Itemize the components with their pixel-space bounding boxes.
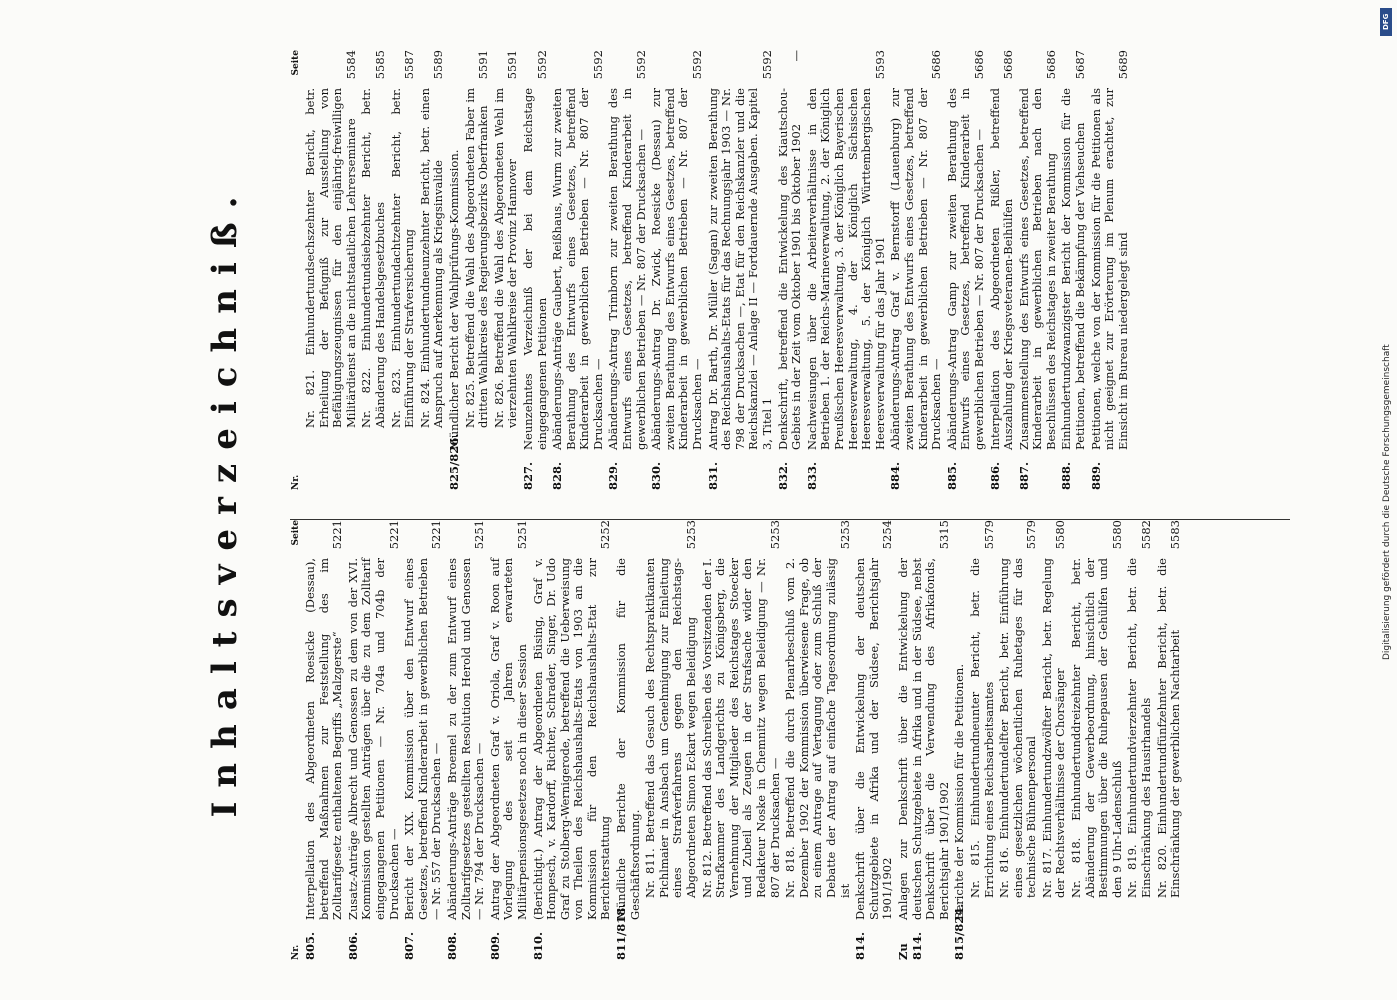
column-divider	[290, 519, 1290, 520]
entry-page: 5221	[429, 520, 444, 550]
toc-entry	[304, 50, 358, 490]
entry-title: Mündlicher Bericht der Wahlprüfungs-Kommission.	[446, 149, 461, 450]
toc-entry	[1060, 50, 1087, 490]
toc-entry	[607, 50, 648, 490]
toc-entry	[522, 50, 549, 490]
toc-entry	[644, 520, 698, 960]
entry-title: Mündliche Berichte der Kommission für die Geschäftsordnung.	[614, 558, 642, 920]
entry-number: 884.	[888, 461, 903, 490]
entry-title: Nr. 816. Einhundertundelfter Bericht, betr. Einführung eines gesetzlichen wöchentlichen Ruhetages für das technische Bühnenpersonal	[997, 558, 1039, 898]
toc-entry	[784, 520, 852, 960]
entry-title: Nr. 826. Betreffend die Wahl des Abgeordneten Wehl im vierzehnten Wahlkreise der Provinz Hannover	[491, 88, 520, 428]
entry-number: 806.	[345, 931, 360, 960]
entry-title: Antrag der Abgeordneten Graf v. Oriola, Graf v. Roon auf Vorlegung des seit Jahren erwarteten Militärpensionsgesetzes noch in dieser Session	[487, 558, 529, 920]
toc-entry	[998, 520, 1039, 960]
entry-page: 5580	[1109, 520, 1124, 550]
entry-title: Nr. 812. Betreffend das Schreiben des Vorsitzenden der I. Strafkammer des Landgerichts zu Königsberg, die Vernehmung der Mitglieder des Reichstages Stoecker und Zubeil als Zeugen in der Strafsache wider den Redakteur Noske in Chemnitz wegen Beleidigung — Nr. 807 der Drucksachen —	[699, 558, 782, 898]
toc-entry	[304, 520, 345, 960]
entry-number: 887.	[1016, 461, 1031, 490]
toc-entry	[532, 520, 614, 960]
entry-number: 814.	[853, 931, 868, 960]
left-entry-list	[304, 520, 1183, 960]
toc-entry	[419, 50, 446, 490]
entry-number: 888.	[1059, 461, 1074, 490]
entry-page: 5592	[633, 50, 648, 80]
toc-entry	[1018, 50, 1059, 490]
entry-number: 833.	[804, 461, 819, 490]
page-title: Inhaltsverzeichniß.	[205, 182, 245, 818]
toc-entry	[989, 50, 1016, 490]
entry-title: Nr. 822. Einhundertundsiebzehnter Bericht, betr. Abänderung des Handelsgesetzbuches	[359, 88, 387, 428]
entry-page: 5253	[767, 520, 782, 550]
toc-entry	[360, 50, 387, 490]
entry-number: 808.	[444, 931, 459, 960]
entry-number: 889.	[1088, 461, 1103, 490]
entry-page: 5580	[1053, 520, 1068, 550]
toc-entry	[493, 50, 520, 490]
entry-page: 5689	[1115, 50, 1130, 80]
entry-page: 5592	[590, 50, 605, 80]
entry-number: 827.	[520, 461, 535, 490]
entry-number	[464, 428, 491, 468]
entry-number: 815/824.	[952, 903, 967, 960]
entry-number	[644, 898, 698, 938]
entry-page: 5585	[372, 50, 387, 80]
toc-entry	[701, 520, 783, 960]
entry-page: 5583	[1168, 520, 1183, 550]
toc-entry	[707, 50, 775, 490]
entry-page: 5584	[343, 50, 358, 80]
entry-title: Nr. 820. Einhundertundfünfzehnter Bericht, betr. die Einschränkung der gewerblichen Nachtarbeit	[1154, 558, 1183, 898]
toc-entry	[946, 50, 987, 490]
entry-title: Nr. 823. Einhundertundachtzehnter Bericht, betr. Einführung der Strafversicherung	[388, 88, 417, 428]
left-column-header	[290, 520, 304, 960]
entry-number	[390, 428, 417, 468]
left-column	[290, 520, 1290, 960]
toc-entry	[390, 50, 417, 490]
entry-number	[784, 898, 852, 938]
toc-entry	[897, 520, 951, 960]
entry-title: Nachweisungen über die Arbeiterverhältnisse in den Betrieben 1. der Reichs-Marineverwaltung, 2. der Königlich Preußischen Heeresverwaltung, 3. der Königlich Bayerischen Heeresverwaltung, 4. der Königlich Sächsischen Heeresverwaltung, 5. der Königlich Württembergischen Heeresverwaltung für das Jahr 1901	[804, 88, 887, 450]
nr-header: Nr.	[291, 474, 301, 490]
dfg-logo: DFG	[1380, 8, 1392, 36]
toc-entry	[551, 50, 605, 490]
entry-number: 807.	[402, 931, 417, 960]
entry-number	[493, 428, 520, 468]
entry-title: Nr. 818. Einhundertunddreizehnter Bericht, betr. Abänderung der Gewerbeordnung, hinsichtlich der Bestimmungen über die Ruhepausen der Gehülfen und den 9 Uhr-Ladenschluß	[1069, 558, 1124, 898]
entry-page: 5579	[1024, 520, 1039, 550]
entry-page: 5221	[330, 520, 345, 550]
entry-number	[998, 898, 1039, 938]
entry-title: Zusammenstellung des Entwurfs eines Gesetzes, betreffend Kinderarbeit in gewerblichen Betrieben nach den Beschlüssen des Reichstages in zweiter Berathung	[1016, 88, 1058, 450]
entry-page: 5587	[402, 50, 417, 80]
entry-title: Abänderungs-Antrag Gamp zur zweiten Berathung des Entwurfs eines Gesetzes, betreffend Kinderarbeit in gewerblichen Betrieben — Nr. 807 der Drucksachen —	[944, 88, 986, 450]
toc-entry	[1090, 50, 1131, 490]
entry-page: 5251	[514, 520, 529, 550]
entry-title: Nr. 811. Betreffend das Gesuch des Rechtspraktikanten Pichlmaier in Ansbach um Genehmigung zur Einleitung eines Strafverfahrens gegen den Reichstags-Abgeordneten Simon Eckart wegen Beleidigung	[643, 558, 699, 898]
entry-page: 5589	[431, 50, 446, 80]
entry-title: Nr. 821. Einhundertundsechszehnter Bericht, betr. Erheilung der Befugniß zur Ausstellung von Befähigungszeugnissen für den einjährig-freiwilligen Militärdienst an die nichtstaatlichen Lehrerseminare	[303, 88, 358, 428]
entry-page: 5591	[505, 50, 520, 80]
entry-title: Bericht der XIX. Kommission über den Entwurf eines Gesetzes, betreffend Kinderarbeit in gewerblichen Betrieben — Nr. 557 der Drucksachen —	[402, 558, 444, 920]
page-header: Seite	[291, 520, 301, 546]
toc-entry	[806, 50, 888, 490]
entry-number	[1156, 898, 1183, 938]
right-column-header	[290, 50, 304, 490]
toc-entry	[889, 50, 943, 490]
entry-number: 832.	[775, 461, 790, 490]
digitization-credit: Digitalisierung gefördert durch die Deutsche Forschungsgemeinschaft	[1382, 344, 1392, 660]
entry-page: 5687	[1073, 50, 1088, 80]
entry-page: 5686	[1001, 50, 1016, 80]
toc-entry	[650, 50, 704, 490]
entry-number	[360, 428, 387, 468]
entry-page: 5593	[872, 50, 887, 80]
entry-page: 5686	[929, 50, 944, 80]
entry-title: Berichte der Kommission für die Petitionen.	[952, 664, 967, 920]
entry-number: 811/818.	[614, 903, 629, 960]
entry-page: 5251	[472, 520, 487, 550]
entry-page: 5254	[880, 520, 895, 550]
entry-title: Abänderungs-Antrag Graf v. Bernstorff (Lauenburg) zur zweiten Berathung des Entwurfs eines Gesetzes, betreffend Kinderarbeit in gewerblichen Betrieben — Nr. 807 der Drucksachen —	[888, 88, 944, 450]
entry-number	[1070, 898, 1124, 938]
entry-page: 5591	[476, 50, 491, 80]
entry-page: 5686	[1043, 50, 1058, 80]
nr-header: Nr.	[291, 944, 301, 960]
entry-number: 825/826.	[446, 433, 461, 490]
entry-number	[701, 898, 783, 938]
entry-title: Nr. 824. Einhundertundneunzehnter Bericht, betr. einen Anspruch auf Anerkennung als Kriegsinvalide	[417, 88, 446, 428]
entry-page: 5592	[690, 50, 705, 80]
entry-title: Abänderungs-Anträge Gaubert, Reißhaus, Wurm zur zweiten Berathung des Entwurfs eines Gesetzes, betreffend Kinderarbeit in gewerblichen Betrieben — Nr. 807 der Drucksachen —	[550, 88, 605, 450]
entry-number: Zu 814.	[895, 931, 924, 960]
entry-number: 831.	[705, 461, 720, 490]
entry-number: 805.	[303, 931, 317, 960]
entry-page: 5252	[598, 520, 613, 550]
entry-page: 5315	[936, 520, 951, 550]
entry-page: 5253	[684, 520, 699, 550]
entry-title: Einhundertundzwanzigster Bericht der Kommission für die Petitionen, betreffend die Bekämpfung der Viehseuchen	[1059, 88, 1088, 450]
entry-title: Nr. 819. Einhundertundvierzehnter Bericht, betr. die Einschränkung des Hausirhandels	[1125, 558, 1154, 898]
right-entry-list	[304, 50, 1130, 490]
entry-title: Nr. 817. Einhundertundzwölfter Bericht, betr. Regelung der Rechtsverhältnisse der Chorsänger	[1039, 558, 1068, 898]
toc-entry	[347, 520, 401, 960]
entry-title: Denkschrift, betreffend die Entwickelung des Kiautschou-Gebiets in der Zeit vom Oktober 1901 bis Oktober 1902	[775, 88, 804, 450]
entry-page: 5592	[534, 50, 549, 80]
entry-number: 830.	[649, 461, 664, 490]
entry-number	[1126, 898, 1153, 938]
toc-entry	[777, 50, 804, 490]
entry-title: Abänderungs-Anträge Broemel zu der zum Entwurf eines Zolltarifgesetzes gestellten Resolution Herold und Genossen — Nr. 794 der Drucksachen —	[444, 558, 487, 920]
toc-entry	[1156, 520, 1183, 960]
entry-page: 5582	[1139, 520, 1154, 550]
toc-entry	[446, 520, 487, 960]
entry-title: Abänderungs-Antrag Dr. Zwick, Roesicke (Dessau) zur zweiten Berathung des Entwurfs eines Gesetzes, betreffend Kinderarbeit in gewerblichen Betrieben — Nr. 807 der Drucksachen —	[649, 88, 705, 450]
toc-entry	[464, 50, 491, 490]
entry-title: Zusatz-Anträge Albrecht und Genossen zu dem von der XVI. Kommission gestellten Anträgen über die zu dem Zolltarif eingegangenen Petitionen — Nr. 704a und 704b der Drucksachen —	[345, 558, 401, 920]
entry-title: Nr. 825. Betreffend die Wahl des Abgeordneten Faber im dritten Wahlkreise des Regierungsbezirks Oberfranken	[462, 88, 491, 428]
entry-page: —	[789, 50, 804, 62]
entry-number	[419, 428, 446, 468]
entry-page: 5221	[386, 520, 401, 550]
toc-entry	[448, 50, 462, 490]
toc-entry	[1126, 520, 1153, 960]
toc-entry	[953, 520, 967, 960]
entry-title: Abänderungs-Antrag Trimborn zur zweiten Berathung des Entwurfs eines Gesetzes, betreffend Kinderarbeit in gewerblichen Betrieben — Nr. 807 der Drucksachen —	[606, 88, 648, 450]
entry-page: 5579	[981, 520, 996, 550]
page-header: Seite	[291, 50, 301, 76]
entry-title: Antrag Dr. Barth, Dr. Müller (Sagan) zur zweiten Berathung des Reichshaushalts-Etats für das Rechnungsjahr 1903 — Nr. 798 der Drucksachen —, Etat für den Reichskanzler und die Reichskanzlei — Anlage II — Fortdauernde Ausgaben. Kapitel 3, Titel 1	[705, 88, 774, 450]
entry-title: Denkschrift über die Entwickelung der deutschen Schutzgebiete in Afrika und der Südsee, Berichtsjahr 1901/1902	[853, 558, 895, 920]
toc-entry	[403, 520, 444, 960]
toc-entry	[969, 520, 996, 960]
entry-number: 828.	[550, 461, 565, 490]
digitization-sidebar	[1381, 0, 1395, 1000]
entry-title: Anlagen zur Denkschrift über die Entwickelung der deutschen Schutzgebiete in Afrika und in der Südsee, nebst Denkschrift über die Verwendung des Afrikafonds, Berichtsjahr 1901/1902	[895, 558, 951, 920]
entry-title: Nr. 818. Betreffend die durch Plenarbeschluß vom 2. Dezember 1902 der Kommission überwiesene Frage, ob zu einem Antrage auf Vertagung oder zum Schluß der Debatte der Antrag auf einfache Tagesordnung zulässig ist	[783, 558, 852, 898]
entry-number	[304, 428, 358, 468]
right-column	[290, 50, 1290, 490]
entry-title: Interpellation des Abgeordneten Roesicke (Dessau), betreffend Maßnahmen zur Feststellung des im Zolltarifgesetz enthaltenen Begriffs „Malzgerste“	[303, 558, 345, 920]
entry-title: Neunzehntes Verzeichniß der bei dem Reichstage eingegangenen Petitionen	[520, 88, 549, 450]
entry-number: 885.	[944, 461, 959, 490]
entry-title: Nr. 815. Einhundertundneunter Bericht, betr. die Errichtung eines Reichsarbeitsamtes	[967, 558, 996, 898]
entry-number	[969, 898, 996, 938]
toc-entry	[615, 520, 642, 960]
entry-page: 5686	[971, 50, 986, 80]
entry-number: 809.	[487, 931, 502, 960]
toc-entry	[1070, 520, 1124, 960]
entry-number: 886.	[987, 461, 1002, 490]
entry-number: 829.	[606, 461, 621, 490]
toc-entry	[489, 520, 530, 960]
entry-number	[1041, 898, 1068, 938]
toc-entry	[1041, 520, 1068, 960]
entry-page: 5592	[760, 50, 774, 80]
entry-title: (Berichtigt.) Antrag der Abgeordneten Büsing, Graf v. Hompesch, v. Kardorff, Richter, Schrader, Singer, Dr. Udo Graf zu Stolberg-Wernigerode, betreffend die Ueberweisung von Theilen des Reichshaushalts-Etats von 1903 an die Kommission für den Reichshaushalts-Etat zur Berichterstattung	[530, 558, 613, 920]
entry-number: 810.	[530, 931, 545, 960]
entry-title: Interpellation des Abgeordneten Rißler, betreffend Auszahlung der Kriegsveteranen-Beihülfen	[987, 88, 1016, 450]
entry-page: 5253	[837, 520, 852, 550]
toc-entry	[854, 520, 895, 960]
entry-title: Petitionen, welche von der Kommission für die Petitionen als nicht geeignet zur Erörterung im Plenum erachtet, zur Einsicht im Bureau niedergelegt sind	[1088, 88, 1130, 450]
